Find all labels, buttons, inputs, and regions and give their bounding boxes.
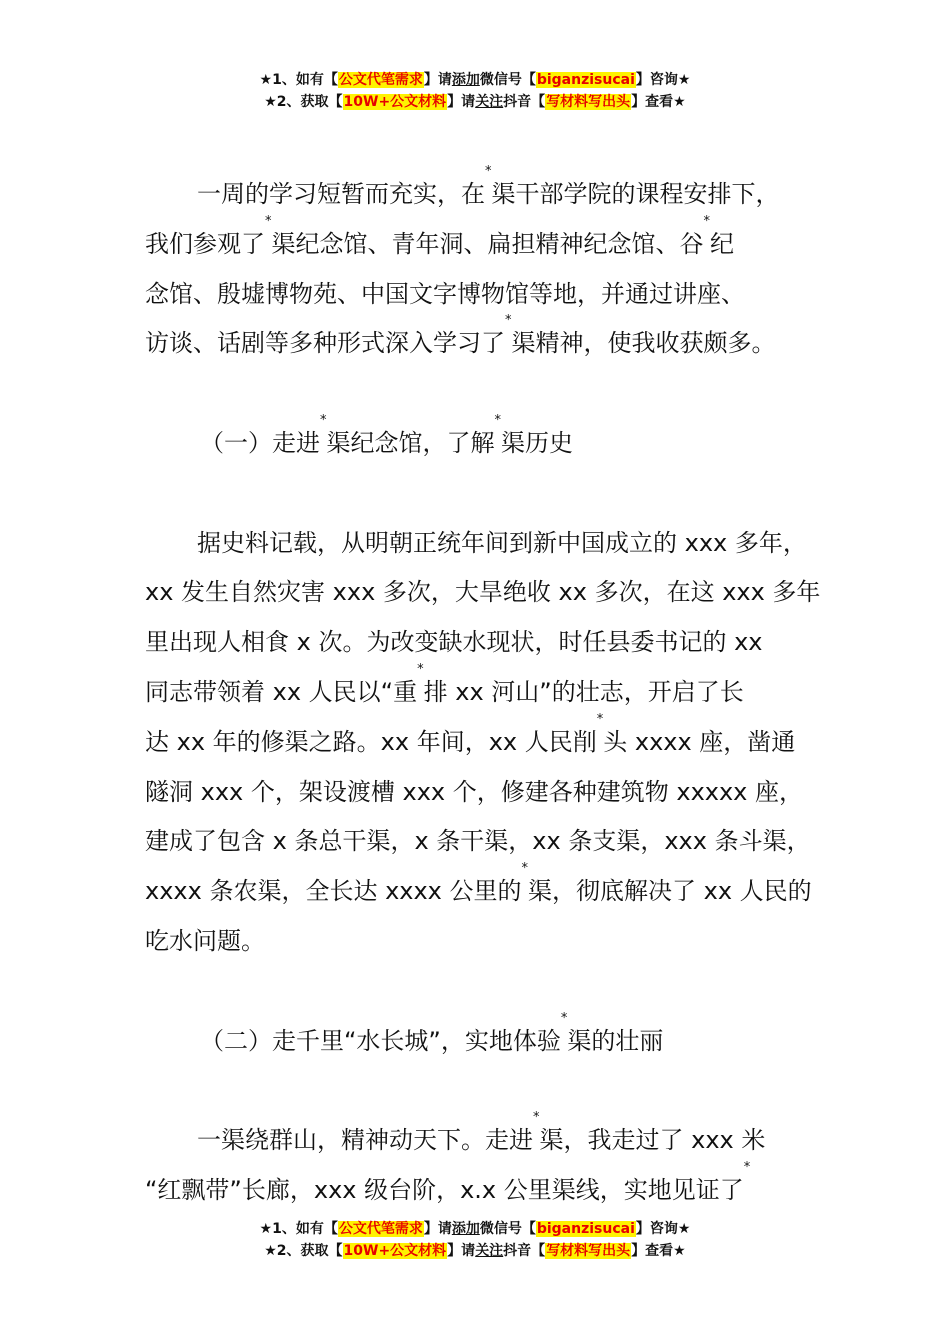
text-line: “红飘带”长廊，xxx 级台阶，x.x 公里渠线，实地见证了*	[145, 1159, 751, 1204]
banner-text: 】请	[447, 1243, 476, 1259]
heading-text: （二）走千里“水长城”，实地体验*渠的壮丽	[200, 1010, 664, 1055]
document-body	[145, 164, 835, 1216]
text-line: 我们参观了*渠纪念馆、青年洞、扁担精神纪念馆、谷*纪	[145, 213, 734, 258]
banner-highlight: 公文代笔需求	[338, 1221, 423, 1237]
banner-underline-text: 添加	[451, 1221, 480, 1237]
text-line: 达 xx 年的修渠之路。xx 年间，xx 人民削*头 xxxx 座，凿通	[145, 711, 796, 756]
text-line: 同志带领着 xx 人民以“重*排 xx 河山”的壮志，开启了长	[145, 661, 744, 706]
banner-text: 微信号【	[479, 72, 536, 88]
banner-text: 】咨询★	[635, 1221, 691, 1237]
banner-text: ★2、获取【	[264, 94, 343, 110]
text-line: xx 发生自然灾害 xxx 多次，大旱绝收 xx 多次，在这 xxx 多年	[145, 578, 821, 607]
banner-highlight: 10W+公文材料	[343, 1243, 447, 1259]
section-heading-1	[145, 412, 835, 469]
banner-text: ★1、如有【	[259, 1221, 338, 1237]
text-line: 访谈、话剧等多种形式深入学习了*渠精神，使我收获颇多。	[145, 313, 776, 358]
text-line: 念馆、殷墟博物苑、中国文字博物馆等地，并通过讲座、	[145, 279, 745, 308]
banner-underline-text: 关注	[475, 94, 504, 110]
footer-banner	[0, 1218, 950, 1262]
banner-text: 】请	[423, 1221, 452, 1237]
paragraph-history	[145, 519, 835, 967]
heading-text: （一）走进*渠纪念馆，了解*渠历史	[200, 412, 573, 457]
banner-line-1	[0, 1218, 950, 1240]
text-line: 里出现人相食 x 次。为改变缺水现状，时任县委书记的 xx	[145, 628, 763, 657]
banner-text: 】请	[423, 72, 452, 88]
paragraph-intro	[145, 164, 835, 369]
banner-wechat-id: biganzisucai	[536, 1221, 635, 1237]
banner-text: 】查看★	[631, 94, 686, 110]
paragraph-experience	[145, 1110, 835, 1216]
text-line: 一渠绕群山，精神动天下。走进*渠，我走过了 xxx 米	[197, 1110, 766, 1155]
banner-underline-text: 添加	[451, 72, 480, 88]
banner-line-1	[0, 69, 950, 91]
banner-highlight: 公文代笔需求	[338, 72, 423, 88]
banner-douyin-id: 写材料写出头	[546, 1243, 631, 1259]
text-line: xxxx 条农渠，全长达 xxxx 公里的*渠，彻底解决了 xx 人民的	[145, 861, 812, 906]
banner-text: 微信号【	[479, 1221, 536, 1237]
header-banner	[0, 69, 950, 113]
text-line: 建成了包含 x 条总干渠，x 条干渠，xx 条支渠，xxx 条斗渠，	[145, 827, 811, 856]
banner-highlight: 10W+公文材料	[343, 94, 447, 110]
banner-text: ★1、如有【	[259, 72, 338, 88]
text-line: 据史料记载，从明朝正统年间到新中国成立的 xxx 多年，	[197, 528, 807, 557]
banner-text: 】咨询★	[635, 72, 691, 88]
section-heading-2	[145, 1010, 835, 1067]
banner-text: 抖音【	[503, 94, 546, 110]
text-line: 吃水问题。	[145, 926, 265, 955]
banner-line-2	[0, 91, 950, 113]
banner-wechat-id: biganzisucai	[536, 72, 635, 88]
banner-underline-text: 关注	[475, 1243, 504, 1259]
text-line: 隧洞 xxx 个，架设渡槽 xxx 个，修建各种建筑物 xxxxx 座，	[145, 777, 804, 806]
banner-text: 】请	[447, 94, 476, 110]
banner-text: 抖音【	[503, 1243, 546, 1259]
banner-douyin-id: 写材料写出头	[546, 94, 631, 110]
banner-line-2	[0, 1240, 950, 1262]
text-line: 一周的学习短暂而充实，在*渠干部学院的课程安排下，	[197, 164, 780, 208]
banner-text: ★2、获取【	[264, 1243, 343, 1259]
banner-text: 】查看★	[631, 1243, 686, 1259]
